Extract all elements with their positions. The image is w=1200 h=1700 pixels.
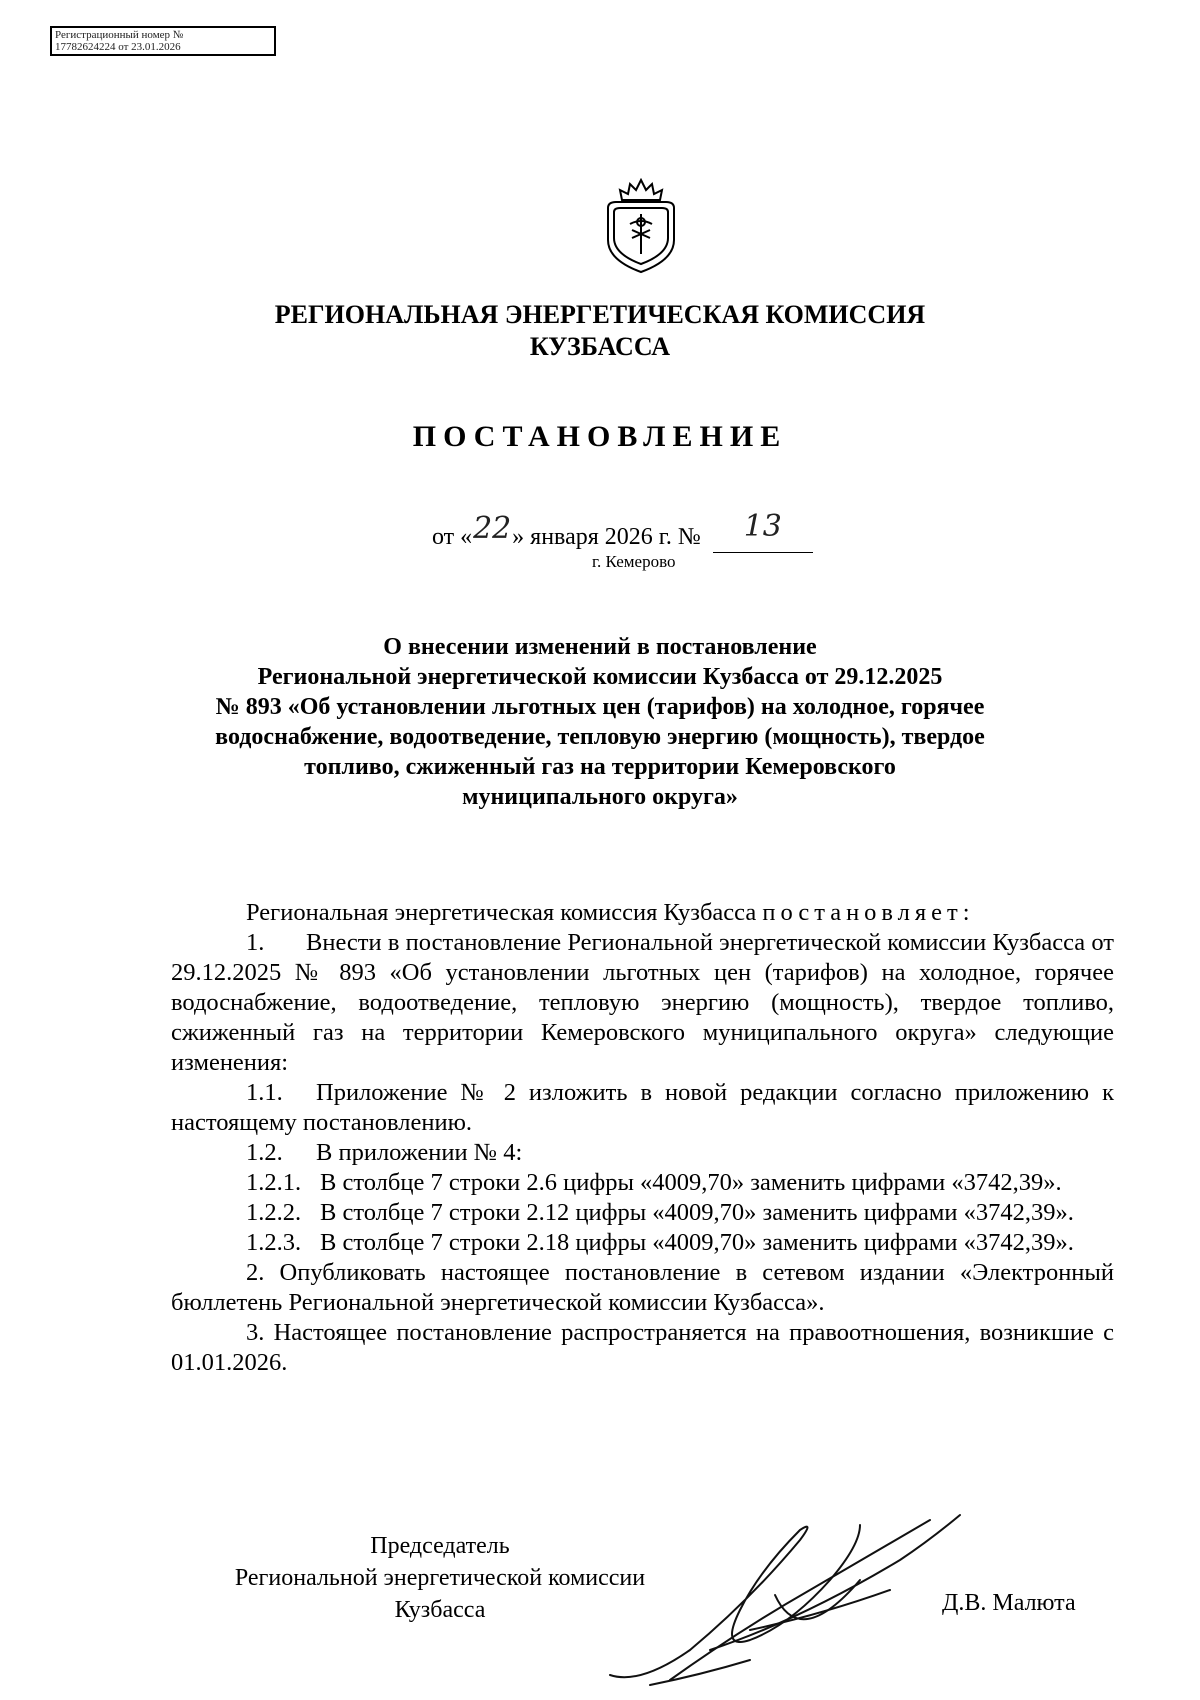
- signatory-name: Д.В. Малюта: [942, 1590, 1076, 1616]
- date-prefix: от «: [432, 524, 473, 550]
- clause-1-2-1-text: В столбце 7 строки 2.6 цифры «4009,70» заменить цифрами «3742,39».: [320, 1169, 1062, 1196]
- position-line3: Кузбасса: [394, 1597, 486, 1623]
- date-line: [432, 509, 813, 553]
- clause-1-2-3-text: В столбце 7 строки 2.18 цифры «4009,70» заменить цифрами «3742,39».: [320, 1229, 1074, 1256]
- clause-1-2-1-number: 1.2.1.: [246, 1169, 302, 1196]
- position-line1: Председатель: [370, 1533, 510, 1559]
- clause-1-1-text: Приложение № 2 изложить в новой редакции согласно приложению к настоящему постановлению.: [171, 1079, 1114, 1136]
- registration-stamp-line1: Регистрационный номер №: [55, 29, 184, 41]
- position-line2: Региональной энергетической комиссии: [234, 1565, 646, 1591]
- date-day: 22: [473, 511, 512, 546]
- clause-1-2-2-text: В столбце 7 строки 2.12 цифры «4009,70» заменить цифрами «3742,39».: [320, 1199, 1074, 1226]
- clause-1-1: [171, 1078, 1114, 1138]
- clause-1-2-text: В приложении № 4:: [316, 1139, 523, 1166]
- clause-2: 2. Опубликовать настоящее постановление в сетевом издании «Электронный бюллетень Региональной энергетической комиссии Кузбасса».: [171, 1259, 1114, 1316]
- city: г. Кемерово: [592, 552, 676, 571]
- handwritten-signature-icon: [600, 1500, 980, 1700]
- organization-name-line1: РЕГИОНАЛЬНАЯ ЭНЕРГЕТИЧЕСКАЯ КОМИССИЯ: [274, 300, 926, 329]
- title-line: О внесении изменений в постановление: [383, 634, 817, 660]
- preamble-start: Региональная энергетическая комиссия Кузбасса: [246, 899, 763, 926]
- title-line: Региональной энергетической комиссии Кузбасса от 29.12.2025: [257, 664, 943, 690]
- document-title: [180, 632, 1020, 812]
- date-middle: » января 2026 г. №: [512, 524, 701, 550]
- title-line: водоснабжение, водоотведение, тепловую энергию (мощность), твердое: [215, 724, 985, 750]
- clause-1-2-3: [171, 1228, 1114, 1258]
- title-line: топливо, сжиженный газ на территории Кемеровского: [304, 754, 896, 780]
- clause-1-2-1: [171, 1168, 1114, 1198]
- organization-name-line2: КУЗБАССА: [529, 332, 671, 361]
- coat-of-arms-icon: [600, 178, 682, 274]
- document-number-field: [713, 509, 813, 553]
- clause-1-2-3-number: 1.2.3.: [246, 1229, 302, 1256]
- preamble-end: :: [962, 899, 970, 926]
- registration-stamp-line2: 17782624224 от 23.01.2026: [55, 41, 181, 53]
- document-type: ПОСТАНОВЛЕНИЕ: [412, 420, 788, 453]
- clause-1: [171, 928, 1114, 1078]
- preamble-spaced: постановляет: [762, 899, 963, 926]
- clause-1-number: 1.: [246, 929, 265, 956]
- title-line: № 893 «Об установлении льготных цен (тарифов) на холодное, горячее: [215, 694, 985, 720]
- clause-1-2-2: [171, 1198, 1114, 1228]
- title-line: муниципального округа»: [462, 784, 738, 810]
- preamble: [171, 898, 1114, 928]
- document-number: 13: [743, 509, 782, 544]
- clause-3: 3. Настоящее постановление распространяется на правоотношения, возникшие с 01.01.2026.: [171, 1319, 1114, 1376]
- clause-1-2: [171, 1138, 1114, 1168]
- clause-1-2-number: 1.2.: [246, 1139, 283, 1166]
- document-body: [171, 898, 1114, 1378]
- registration-stamp: [50, 26, 276, 56]
- clause-1-2-2-number: 1.2.2.: [246, 1199, 302, 1226]
- clause-1-1-number: 1.1.: [246, 1079, 283, 1106]
- clause-1-text: Внести в постановление Региональной энергетической комиссии Кузбасса от 29.12.2025 № 893 «Об установлении льготных цен (тарифов) на холодное, горячее водоснабжение, водоотведение, тепловую энергию (мощность), твердое топливо, сжиженный газ на территории Кемеровского муниципального округа» следующие изменения:: [171, 929, 1114, 1076]
